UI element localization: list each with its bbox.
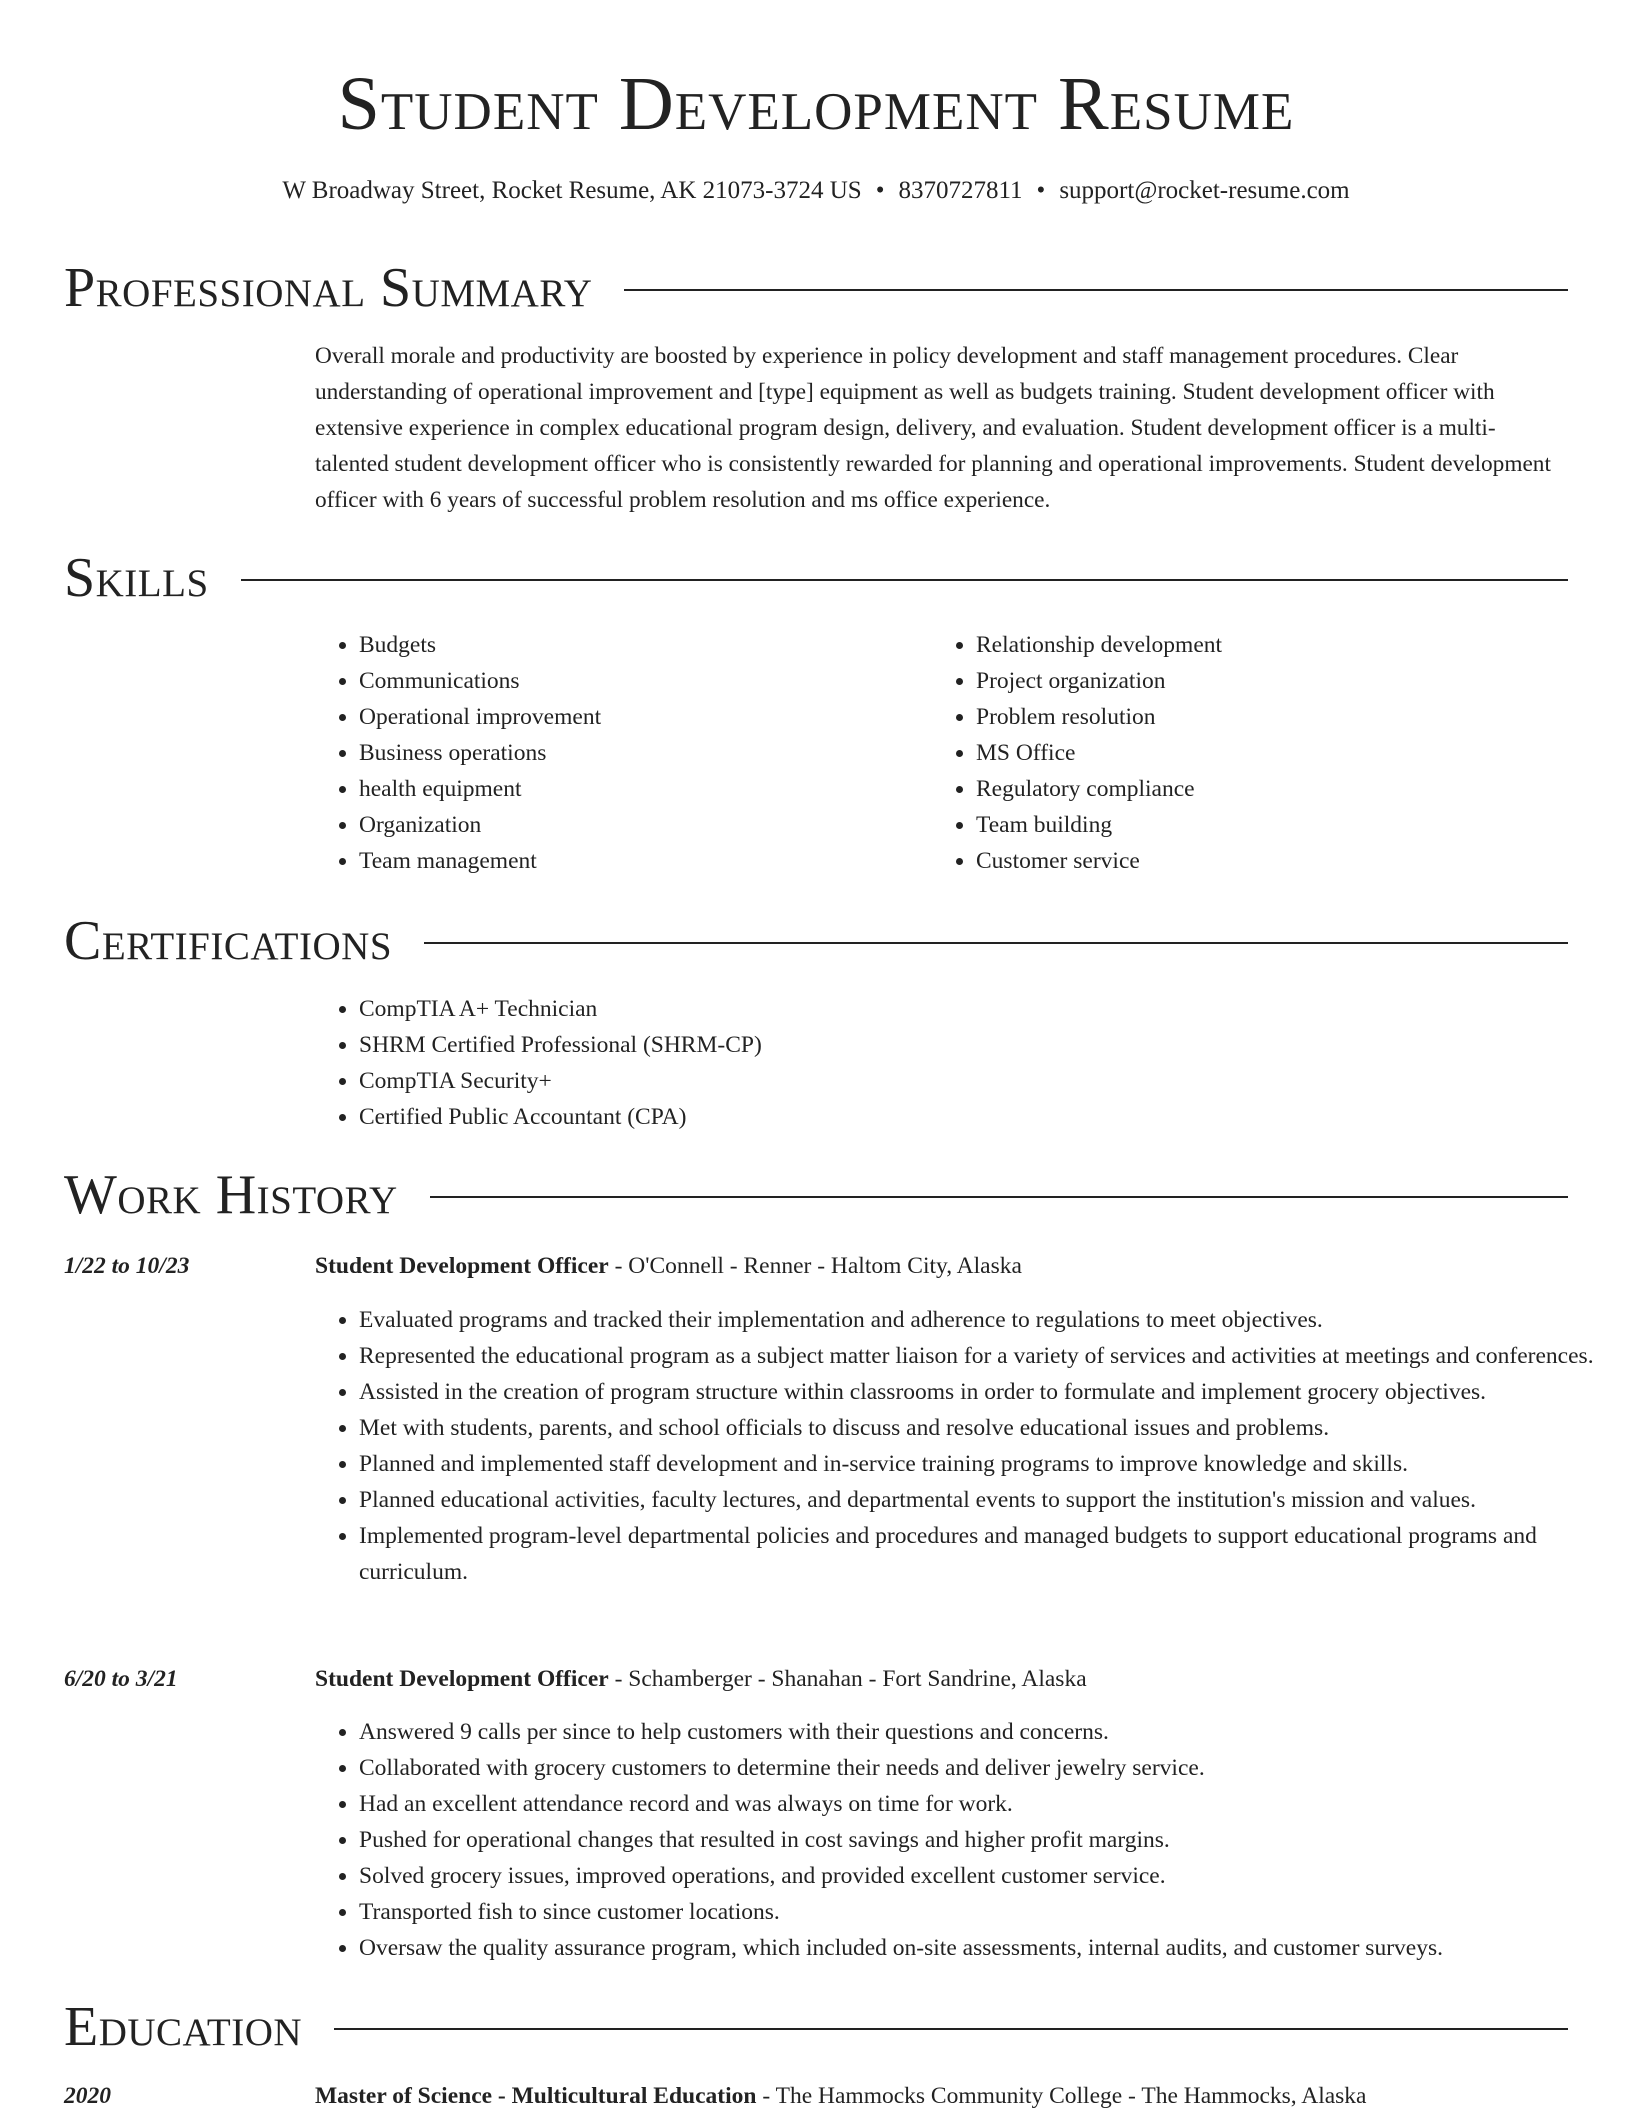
list-item: • Team management (359, 843, 959, 879)
job-bullets (315, 1714, 1612, 1966)
list-item: • MS Office (976, 735, 1576, 771)
professional-summary: Overall morale and productivity are boosted by experience in policy development and staff management procedures. Clear understanding of operational improvement and [type] equipment as well as budgets training. Student development officer with extensive experience in complex educational program design, delivery, and evaluation. Student development officer is a multi-talented student development officer who is consistently rewarded for planning and operational improvements. Student development officer with 6 years of successful problem resolution and ms office experience. (315, 343, 1551, 513)
education-section-header (64, 1995, 1568, 2059)
contact-line (0, 174, 1632, 208)
list-item: • Solved grocery issues, improved operations, and provided excellent customer service. (359, 1858, 1612, 1894)
section-title: Professional Summary (64, 257, 593, 319)
list-item: • Pushed for operational changes that resulted in cost savings and higher profit margins. (359, 1822, 1612, 1858)
skills-section-header (64, 546, 1568, 610)
list-item: • SHRM Certified Professional (SHRM-CP) (359, 1027, 1259, 1063)
section-divider (334, 2028, 1568, 2030)
skills-list-right (932, 627, 1576, 879)
resume-title: Student Development Resume (337, 62, 1295, 146)
list-item: • Assisted in the creation of program structure within classrooms in order to formulate and implement grocery objectives. (359, 1374, 1612, 1410)
summary-section-header (64, 256, 1568, 320)
job-title: Student Development Officer (315, 1253, 609, 1279)
phone: 8370727811 (898, 177, 1023, 204)
skills-list-left (315, 627, 959, 879)
section-title: Skills (64, 547, 209, 609)
list-item: • Answered 9 calls per since to help customers with their questions and concerns. (359, 1714, 1612, 1750)
list-item: • Project organization (976, 663, 1576, 699)
list-item: • Had an excellent attendance record and was always on time for work. (359, 1786, 1612, 1822)
list-item: • Business operations (359, 735, 959, 771)
list-item: • Certified Public Accountant (CPA) (359, 1099, 1259, 1135)
section-title: Work History (64, 1164, 398, 1226)
job-title-line (315, 1248, 1568, 1284)
job-dates: 1/22 to 10/23 (64, 1253, 190, 1279)
list-item: • Operational improvement (359, 699, 959, 735)
degree: Master of Science - Multicultural Education (315, 2083, 757, 2109)
address: W Broadway Street, Rocket Resume, AK 21073-3724 US (282, 177, 862, 204)
list-item: • Planned and implemented staff development and in-service training programs to improve knowledge and skills. (359, 1446, 1612, 1482)
certifications-section-header (64, 909, 1568, 973)
list-item: • CompTIA Security+ (359, 1063, 1259, 1099)
list-item: • Communications (359, 663, 959, 699)
list-item: • Relationship development (976, 627, 1576, 663)
list-item: • Regulatory compliance (976, 771, 1576, 807)
list-item: • Planned educational activities, faculty lectures, and departmental events to support the institution's mission and values. (359, 1482, 1612, 1518)
education-line (315, 2078, 1568, 2114)
list-item: • Transported fish to since customer locations. (359, 1894, 1612, 1930)
job-dates: 6/20 to 3/21 (64, 1666, 178, 1692)
work-history-section-header (64, 1163, 1568, 1227)
job-bullets (315, 1302, 1612, 1590)
list-item: • Evaluated programs and tracked their implementation and adherence to regulations to meet objectives. (359, 1302, 1612, 1338)
list-item: • Problem resolution (976, 699, 1576, 735)
section-divider (241, 579, 1568, 581)
section-title: Certifications (64, 910, 393, 972)
section-divider (624, 289, 1568, 291)
certifications-list (315, 991, 1259, 1135)
list-item: • Customer service (976, 843, 1576, 879)
job-title: Student Development Officer (315, 1666, 609, 1692)
education-year: 2020 (64, 2083, 111, 2109)
list-item: • Oversaw the quality assurance program, which included on-site assessments, internal audits, and customer surveys. (359, 1930, 1612, 1966)
list-item: • CompTIA A+ Technician (359, 991, 1259, 1027)
list-item: • Team building (976, 807, 1576, 843)
list-item: • Represented the educational program as a subject matter liaison for a variety of services and activities at meetings and conferences. (359, 1338, 1612, 1374)
list-item: • Met with students, parents, and school officials to discuss and resolve educational issues and problems. (359, 1410, 1612, 1446)
section-divider (430, 1196, 1568, 1198)
list-item: • Collaborated with grocery customers to determine their needs and deliver jewelry service. (359, 1750, 1612, 1786)
section-title: Education (64, 1996, 303, 2058)
job-title-line (315, 1661, 1568, 1697)
education-details: - The Hammocks Community College - The Hammocks, Alaska (756, 2083, 1367, 2109)
list-item: • Budgets (359, 627, 959, 663)
list-item: • Implemented program-level departmental policies and procedures and managed budgets to support educational programs and curriculum. (359, 1518, 1612, 1590)
separator: • (875, 177, 885, 204)
list-item: • Organization (359, 807, 959, 843)
email: support@rocket-resume.com (1059, 177, 1350, 204)
list-item: • health equipment (359, 771, 959, 807)
separator: • (1036, 177, 1046, 204)
job-details: - Schamberger - Shanahan - Fort Sandrine, Alaska (608, 1666, 1087, 1692)
section-divider (424, 942, 1568, 944)
job-details: - O'Connell - Renner - Haltom City, Alaska (608, 1253, 1022, 1279)
